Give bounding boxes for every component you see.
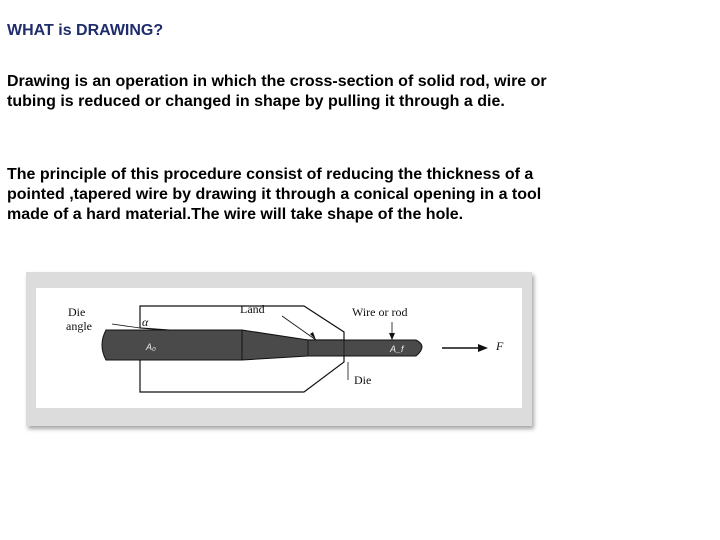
drawing-diagram-frame — [26, 272, 532, 426]
label-die: Die — [354, 373, 372, 387]
force-arrowhead — [478, 344, 488, 352]
label-a0: A₀ — [146, 342, 156, 352]
paragraph-definition: Drawing is an operation in which the cross-section of solid rod, wire or tubing is reduced or changed in shape by pulling it through a die. — [7, 73, 547, 110]
label-alpha: α — [142, 315, 149, 329]
drawing-diagram-svg — [36, 288, 522, 408]
label-wire-or-rod: Wire or rod — [352, 305, 408, 319]
label-af: A_f — [390, 344, 404, 354]
die-angle-pointer — [112, 324, 140, 328]
label-die-angle-line2: angle — [66, 319, 92, 333]
label-force: F — [496, 339, 504, 353]
paragraph-principle: The principle of this procedure consist of reducing the thickness of a pointed ,tapered wire by drawing it through a conical opening in a tool made of a hard material.The wire will take shape of the hole. — [7, 166, 542, 223]
label-land: Land — [240, 302, 265, 316]
drawing-diagram — [36, 288, 522, 408]
slide-title: WHAT is DRAWING? — [7, 22, 164, 39]
wire-pointer-arrowhead — [389, 333, 395, 340]
label-die-angle-line1: Die — [68, 305, 86, 319]
